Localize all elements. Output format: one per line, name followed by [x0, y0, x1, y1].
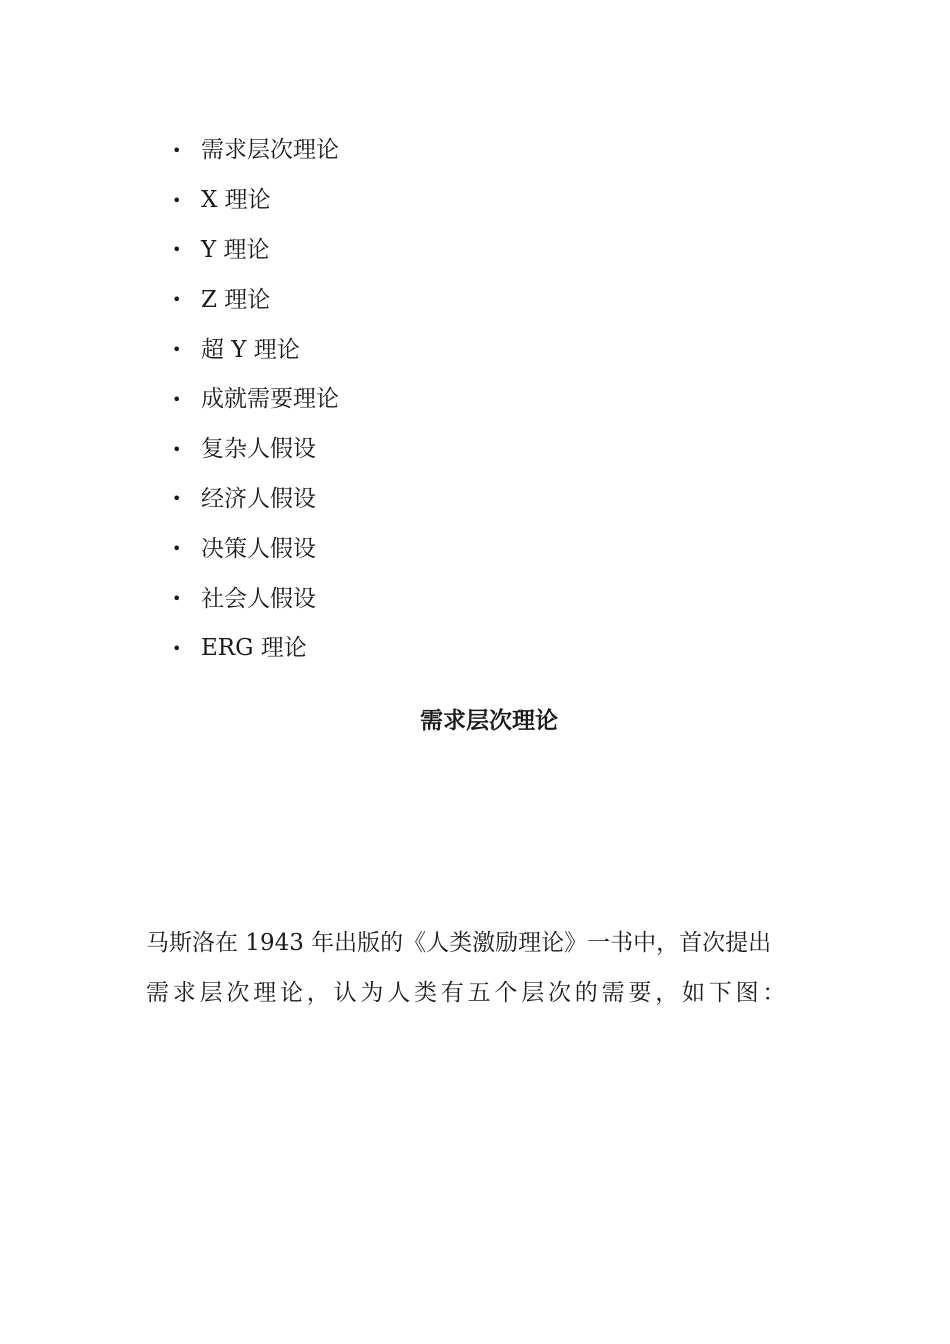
toc-item-label: Y 理论: [201, 236, 270, 263]
toc-item: [170, 275, 339, 325]
toc-item-label: 复杂人假设: [201, 436, 316, 463]
toc-item: [170, 226, 339, 276]
toc-item: [170, 574, 339, 624]
toc-item: [170, 126, 339, 176]
toc-item-label: X 理论: [201, 187, 271, 214]
toc-item-label: 超 Y 理论: [201, 336, 300, 363]
bullet-icon: •: [172, 539, 182, 559]
toc-item-label: ERG 理论: [201, 635, 307, 662]
toc-item-label: 社会人假设: [201, 585, 316, 612]
toc-item-label: 需求层次理论: [201, 137, 339, 164]
toc-list: [170, 126, 339, 674]
toc-item: [170, 375, 339, 425]
bullet-icon: •: [172, 140, 182, 160]
toc-item-label: 成就需要理论: [201, 386, 339, 413]
bullet-icon: •: [172, 290, 182, 310]
paragraph-line: 马斯洛在 1943 年出版的《人类激励理论》一书中，首次提出: [146, 930, 772, 956]
section-title: 需求层次理论: [420, 707, 558, 734]
bullet-icon: •: [172, 489, 182, 509]
paragraph-line: 需求层次理论，认为人类有五个层次的需要，如下图：: [146, 980, 790, 1006]
toc-item-label: 决策人假设: [201, 535, 316, 562]
bullet-icon: •: [172, 190, 182, 210]
bullet-icon: •: [172, 389, 182, 409]
toc-item: [170, 524, 339, 574]
toc-item-label: Z 理论: [201, 286, 271, 313]
bullet-icon: •: [172, 638, 182, 658]
toc-item: [170, 624, 339, 674]
toc-item: [170, 425, 339, 475]
bullet-icon: •: [172, 589, 182, 609]
toc-item: [170, 475, 339, 525]
bullet-icon: •: [172, 240, 182, 260]
toc-item: [170, 176, 339, 226]
bullet-icon: •: [172, 340, 182, 360]
toc-item: [170, 325, 339, 375]
bullet-icon: •: [172, 439, 182, 459]
toc-item-label: 经济人假设: [201, 485, 316, 512]
